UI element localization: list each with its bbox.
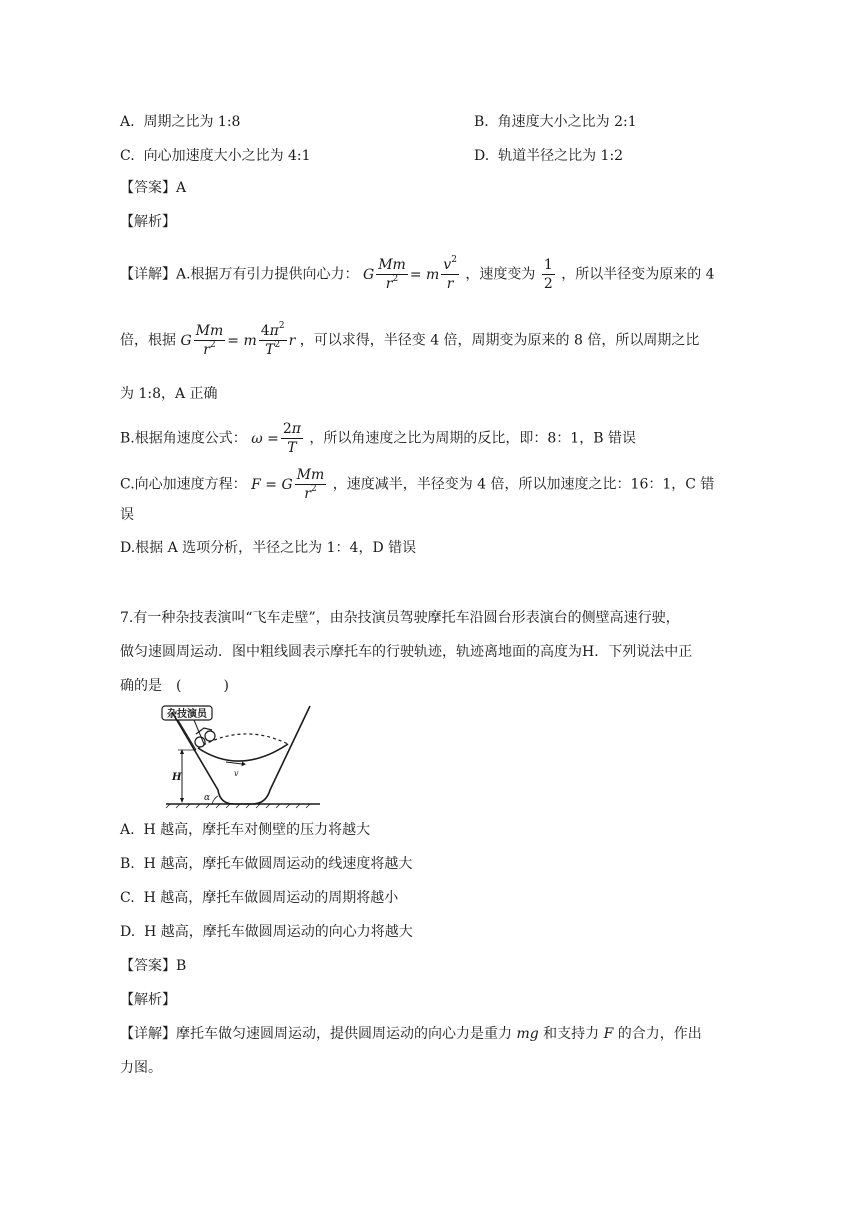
- formula-period: G $\frac{Mm}{r^2}$ = m $\frac{4\pi^2}{T^2}$ r: [180, 321, 296, 358]
- height-label: H: [172, 772, 182, 783]
- acrobat-motorcycle-figure: [160, 704, 326, 810]
- q7-option-a: A. H 越高，摩托车对侧壁的压力将越大: [120, 822, 371, 838]
- q6-detail-b: B.根据角速度公式： ω = $\frac{2\pi}{T}$ ，所以角速度之比为周期的反比，即：8：1，B 错误: [120, 421, 636, 456]
- q6-detail-a-line2: 倍，根据 G $\frac{Mm}{r^2}$ = m $\frac{4\pi^2}{T^2}$ r ，可以求得，半径变 4 倍，周期变为原来的 8 倍，所以周期之比: [120, 321, 700, 358]
- q6-detail-d: D.根据 A 选项分析，半径之比为 1：4，D 错误: [120, 540, 417, 556]
- q7-option-d: D. H 越高，摩托车做圆周运动的向心力将越大: [120, 924, 413, 940]
- figure-label: 杂技演员: [167, 709, 207, 720]
- f-symbol: F: [603, 1026, 614, 1042]
- formula-gravity-centripetal: G $\frac{Mm}{r^2}$ = m $\frac{v^2}{r}$: [363, 255, 457, 292]
- q7-option-b: B. H 越高，摩托车做圆周运动的线速度将越大: [120, 856, 413, 872]
- formula-one-half: $\frac{1}{2}$: [543, 257, 553, 292]
- velocity-arrow: [226, 762, 242, 764]
- velocity-label: v: [234, 769, 239, 778]
- q7-option-c: C. H 越高，摩托车做圆周运动的周期将越小: [120, 890, 399, 906]
- q6-detail-a-line3: 为 1:8，A 正确: [120, 386, 218, 402]
- track-front: [198, 744, 288, 761]
- q7-analysis-heading: 【解析】: [120, 992, 176, 1008]
- cone-wall: [172, 706, 310, 804]
- q6-answer: 【答案】A: [120, 180, 187, 196]
- q7-stem-line2: 做匀速圆周运动．图中粗线圆表示摩托车的行驶轨迹，轨迹离地面的高度为H．下列说法中正: [120, 644, 693, 660]
- mg-symbol: mg: [516, 1026, 539, 1042]
- q7-detail-line1: 【详解】摩托车做匀速圆周运动，提供圆周运动的向心力是重力 mg 和支持力 F 的合力，作出: [120, 1026, 702, 1042]
- q6-detail-a-line1: 【详解】A.根据万有引力提供向心力： G $\frac{Mm}{r^2}$ = m $\frac{v^2}{r}$ ，速度变为 $\frac{1}{2}$ ，所以半径变为原来的 4: [120, 255, 715, 292]
- formula-angular-velocity: ω = $\frac{2\pi}{T}$: [251, 421, 301, 456]
- formula-centripetal-force: F = G $\frac{Mm}{r^2}$: [251, 467, 325, 502]
- q6-option-a: A. 周期之比为 1:8: [120, 114, 241, 130]
- q6-detail-c: C.向心加速度方程： F = G $\frac{Mm}{r^2}$ ，速度减半，半径变为 4 倍，所以加速度之比：16：1，C 错: [120, 467, 715, 502]
- q7-detail-line2: 力图。: [120, 1060, 162, 1076]
- q6-option-d: D. 轨道半径之比为 1:2: [474, 148, 624, 164]
- q6-option-b: B. 角速度大小之比为 2:1: [474, 114, 637, 130]
- q7-stem-line3: 确的是 ( ): [120, 678, 229, 694]
- alpha-label: α: [204, 793, 211, 803]
- q7-stem-line1: 7.有一种杂技表演叫“飞车走壁”，由杂技演员驾驶摩托车沿圆台形表演台的侧壁高速行驶，: [120, 610, 680, 626]
- q6-analysis-heading: 【解析】: [120, 214, 176, 230]
- q6-detail-c-line2: 误: [120, 507, 134, 523]
- q7-answer: 【答案】B: [120, 958, 187, 974]
- q6-option-c: C. 向心加速度大小之比为 4:1: [120, 148, 311, 164]
